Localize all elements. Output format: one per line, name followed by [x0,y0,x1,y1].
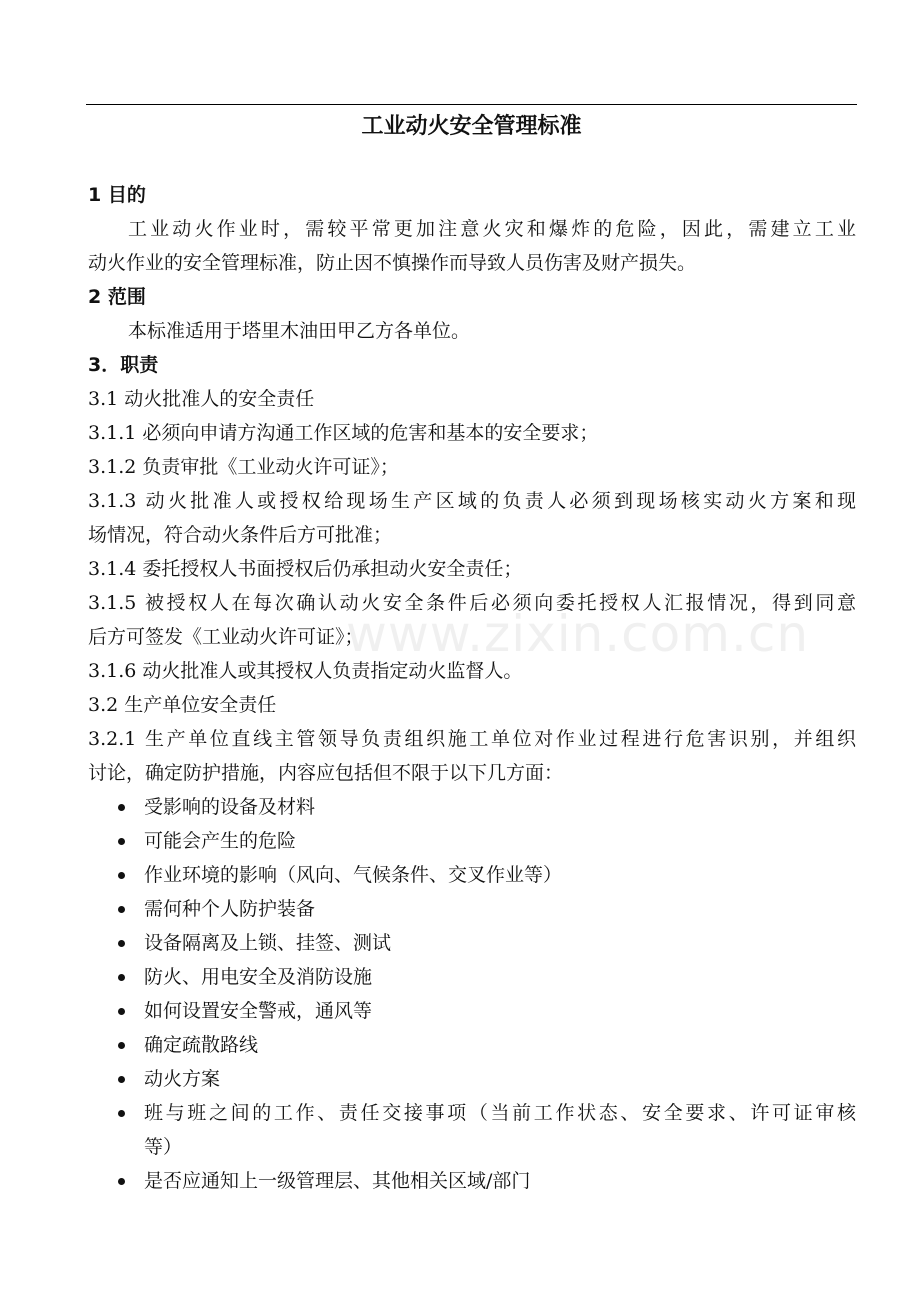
section-1-paragraph-line: 动火作业的安全管理标准，防止因不慎操作而导致人员伤害及财产损失。 [88,252,697,274]
list-item [88,1164,856,1198]
list-item-text: 是否应通知上一级管理层、其他相关区域/部门 [144,1170,531,1192]
list-item-text: 作业环境的影响（风向、气候条件、交叉作业等） [144,864,563,886]
list-item [88,790,856,824]
list-item-text: 动火方案 [144,1068,221,1090]
list-item-continuation [88,1130,856,1164]
bullet-dot-icon [118,824,130,858]
bullet-list [88,790,856,1198]
section-1-heading: 1 目的 [88,184,146,206]
list-item-text: 防火、用电安全及消防设施 [144,966,373,988]
clause-3-2: 3.2 生产单位安全责任 [88,694,277,716]
clause-3-1-2: 3.1.2 负责审批《工业动火许可证》； [88,456,399,478]
list-item [88,926,856,960]
header-rule [86,104,857,105]
list-item [88,994,856,1028]
list-item [88,858,856,892]
section-2-heading: 2 范围 [88,286,146,308]
bullet-dot-icon [118,790,130,824]
list-item [88,1028,856,1062]
clause-3-1-4: 3.1.4 委托授权人书面授权后仍承担动火安全责任； [88,558,523,580]
list-item [88,824,856,858]
document-body [88,178,856,1198]
section-2-paragraph: 本标准适用于塔里木油田甲乙方各单位。 [128,320,471,342]
list-item-text: 受影响的设备及材料 [144,796,316,818]
list-item-text: 需何种个人防护装备 [144,898,316,920]
clause-3-1-3-line: 3.1.3 动火批准人或授权给现场生产区域的负责人必须到现场核实动火方案和现 [88,490,856,512]
clause-3-1-5-line: 后方可签发《工业动火许可证》； [88,626,364,648]
section-1-paragraph-line: 工业动火作业时，需较平常更加注意火灾和爆炸的危险，因此，需建立工业 [128,218,856,240]
bullet-dot-icon [118,1096,130,1130]
list-item-text: 可能会产生的危险 [144,830,297,852]
list-item [88,1096,856,1130]
clause-3-1-1: 3.1.1 必须向申请方沟通工作区域的危害和基本的安全要求； [88,422,599,444]
list-item-text: 设备隔离及上锁、挂签、测试 [144,932,392,954]
clause-3-1: 3.1 动火批准人的安全责任 [88,388,315,410]
clause-3-2-1-line: 讨论，确定防护措施，内容应包括但不限于以下几方面： [88,762,564,784]
bullet-dot-icon [118,926,130,960]
clause-3-2-1-line: 3.2.1 生产单位直线主管领导负责组织施工单位对作业过程进行危害识别，并组织 [88,728,856,750]
section-3-heading: 3．职责 [88,354,159,376]
list-item [88,960,856,994]
bullet-dot-icon [118,1164,130,1198]
list-item-text: 等） [144,1136,183,1158]
list-item-text: 确定疏散路线 [144,1034,259,1056]
list-item [88,1062,856,1096]
watermark: www.zixin.com.cn [346,605,810,663]
bullet-dot-icon [118,1028,130,1062]
clause-3-1-6: 3.1.6 动火批准人或其授权人负责指定动火监督人。 [88,660,523,682]
clause-3-1-3-line: 场情况，符合动火条件后方可批准； [88,524,393,546]
clause-3-1-5-line: 3.1.5 被授权人在每次确认动火安全条件后必须向委托授权人汇报情况，得到同意 [88,592,856,614]
list-item-text: 班与班之间的工作、责任交接事项（当前工作状态、安全要求、许可证审核 [144,1102,856,1124]
list-item-text: 如何设置安全警戒，通风等 [144,1000,373,1022]
document-title: 工业动火安全管理标准 [361,114,582,139]
bullet-dot-icon [118,960,130,994]
bullet-dot-icon [118,1062,130,1096]
bullet-dot-icon [118,892,130,926]
bullet-dot-icon [118,994,130,1028]
bullet-dot-icon [118,858,130,892]
list-item [88,892,856,926]
